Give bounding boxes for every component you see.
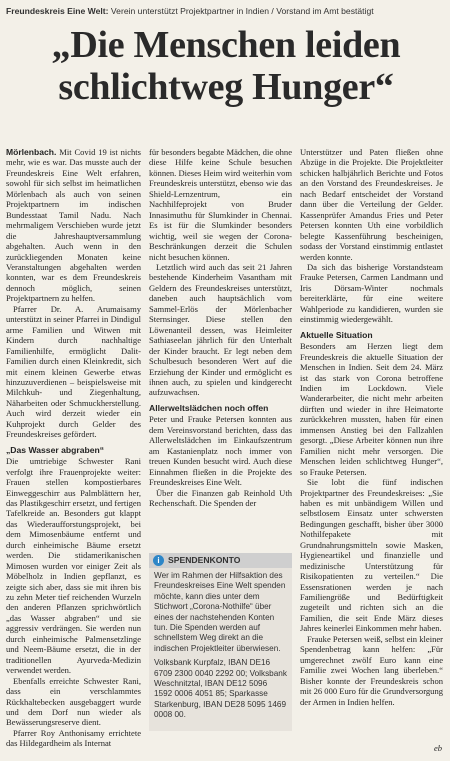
paragraph: Frauke Petersen weiß, selbst ein kleiner Spendenbetrag kann helfen: „Für umgerechnet zwölf Euro kann eine Familie zwei Wochen lang überleben.“ Bisher konnte der Freundeskreis schon mit 26 000 Euro für die Grundversorgung der Armen in Indien helfen. [300,633,443,707]
donation-box-header [149,553,292,568]
paragraph: Über die Finanzen gab Reinhold Uth Rechenschaft. Die Spenden der [149,487,292,508]
donation-info-box [149,553,292,731]
paragraph: Pfarrer Dr. A. Arumaisamy unterstützt in seiner Pfarrei in Dindigul arme Familien und Witwen mit Kindern durch nachhaltige Familienhilfe, ermöglicht Dalit-Familien durch einen Kleinkredit, sich mit einem kleinen Gewerbe etwas hinzuzuverdienen – beispielsweise mit Milchkuh- und Ziegenhaltung, Näharbeiten oder Schmuckherstellung. Auch wird derzeit wieder ein Kuhprojekt durch Gelder des Freundeskreises gefördert. [6,303,141,440]
paragraph [6,147,141,304]
article-column-1 [6,147,141,749]
subheading: Aktuelle Situation [300,329,373,340]
article-column-2 [149,147,292,508]
subheading: „Das Wasser abgraben“ [6,444,105,455]
subheading: Allerweltslädchen noch offen [149,402,269,413]
kicker-text: Verein unterstützt Projektpartner in Indien / Vorstand im Amt bestätigt [108,6,374,16]
donation-box-accounts: Volksbank Kurpfalz, IBAN DE16 6709 2300 0040 2292 00; Volksbank Weschnitztal, IBAN DE12 5096 1592 0006 4051 85; Sparkasse Starkenburg, IBAN DE28 5095 1469 0008 00. [154,658,287,720]
paragraph: Die umtriebige Schwester Rani verfolgt ihre Frauenprojekte weiter: Frauen stellen kompostierbares Einweggeschirr aus Palmblättern her, das Plastikgeschirr ersetzt, und fertigen Tafelkreide an. Besonders gut klappt das Wiederaufforstungsprojekt, bei dem Mimosenbäume entfernt und durch einheimische Bäume ersetzt werden. Die stidamerikanischen Mimosen wurden vor einiger Zeit als Möbelholz in Indien gepflanzt, es zeigte sich aber, dass sie mit ihren bis zu zehn Meter tief reichenden Wurzeln den anderen Pflanzen sprichwörtlich „das Wasser abgraben“ und sie aggressiv verdrängen. Sie werden nun durch einheimische Palmensetzlinge und Neem-Bäume ersetzt, die in der traditionellen Ayurveda-Medizin verwendet werden. [6,456,141,676]
paragraph: Pfarrer Roy Anthonisamy errichtete das Hildegardheim als Internat [6,727,141,749]
paragraph: Da sich das bisherige Vorstandsteam Frauke Petersen, Carmen Landmann und Iris Dörsam-Winter nochmals bereiterklärte, für eine weitere Wahlperiode zu kandidieren, wurden sie einstimmig wiedergewählt. [300,261,443,325]
kicker-line [6,6,446,16]
paragraph: Besonders am Herzen liegt dem Freundeskreis die aktuelle Situation der Menschen in Indien. Seit dem 24. März ist das stark von Corona betroffene Indien im Lockdown. Viele Wanderarbeiter, die nicht mehr arbeiten dürften und wieder in ihre Heimatorte zurückkehren mussten, haben für einen immensen Anstieg bei den Fallzahlen gesorgt. „Diese Arbeiter können nun ihre Familien nicht mehr versorgen. Die Menschen leiden schlichtweg Hunger“, so Frauke Petersen. [300,341,443,477]
author-signature: eb [433,743,442,753]
info-icon: i [153,555,164,566]
paragraph-text: Mit Covid 19 ist nichts mehr, wie es war. Das musste auch der Freundeskreis Eine Welt erfahren, sowohl für sich selbst im heimatlichen Mörlenbach als auch von seinen Projektpartnern im indischen Bundesstaat Tamil Nadu. Nach mehrmaligem Verschieben wurde jetzt die Jahreshauptversammlung abgehalten. Auch wenn in den zurückliegenden Monaten keine Veranstaltungen abgehalten werden konnten, war es dem Freundeskreis dennoch möglich, seinen Projektpartnern zu helfen. [6,147,141,304]
headline: „Die Menschen leiden schlichtweg Hunger“ [51,24,401,108]
kicker-section: Freundeskreis Eine Welt: [6,6,109,16]
paragraph: Letztlich wird auch das seit 21 Jahren bestehende Kinderheim Vasantham mit Geldern des Freundeskreises unterstützt, daneben auch hauptsächlich vom Sammel-Erlös der Mörlenbacher Sternsinger. Diese stellen den Löwenanteil dessen, was Heimleiter Sathiaseelan jährlich für den Unterhalt der Kinder braucht. Er legt neben dem Schulbesuch besonderen Wert auf die Erziehung der Kinder und ermöglicht es ihnen auch, zu spielen und kindgerecht aufzuwachsen. [149,261,292,398]
dateline: Mörlenbach. [6,147,57,157]
paragraph: Unterstützer und Paten fließen ohne Abzüge in die Projekte. Die Projektleiter schicken halbjährlich Berichte und Fotos an den Vorstand des Freundeskreises. Je nach Bedarf entscheidet der Vorstand dann über die Verteilung der Gelder. Kassenprüfer Amandus Fries und Peter Petersen konnten Uth eine vorbildlich belegte Kassenführung bescheinigen, sodass der Vorstand einstimmig entlastet werden konnte. [300,147,443,262]
paragraph: Peter und Frauke Petersen konnten aus dem Vereinsvorstand berichten, dass das Allerweltslädchen im Einkaufszentrum am Kastanienplatz noch immer von treuen Kunden besucht wird. Auch diese Einnahmen fließen in die Projekte des Freundeskreises Eine Welt. [149,414,292,488]
paragraph: Ebenfalls erreichte Schwester Rani, dass ein verschlammtes Rückhaltebecken ausgebaggert wurde und dem Dorf nun wieder als Bewässerungsreserve dient. [6,675,141,728]
donation-box-body [149,568,292,728]
donation-box-title: SPENDENKONTO [168,555,241,566]
article-column-3 [300,147,443,707]
paragraph: Sie lobt die fünf indischen Projektpartner des Freundeskreises: „Sie haben es mit unbändigem Willen und selbstlosem Einsatz unter schwersten Bedingungen geschafft, bisher über 3000 Nothilfepakete mit Grundnahrungsmitteln sowie Masken, Hygieneartikel und finanzielle und medizinische Unterstützung für Risikopatienten zu verteilen.“ Die Essensrationen werden je nach Familiengröße und Bedürftigkeit zugeteilt und richten sich an die Familien, die seit Ende März dieses Jahres keinerlei Einkommen mehr haben. [300,477,443,634]
paragraph: für besonders begabte Mädchen, die ohne diese Hilfe keine Schule besuchen können. Dieses Heim wird weiterhin vom Freundeskreis unterstützt, ebenso wie das Shield-Lernzentrum, ein Nachhilfeprojekt von Bruder Innasimuthu für Slumkinder in Chennai. Es ist für die Slumkinder besonders wichtig, weil sie wegen der Corona-Beschränkungen derzeit die Schulen nicht besuchen können. [149,147,292,262]
donation-box-intro: Wer im Rahmen der Hilfsaktion des Freundeskreises Eine Welt spenden möchte, kann dies unter dem Stichwort „Corona-Nothilfe“ über eines der nachstehenden Konten tun. Die Spenden werden auf schnellstem Weg direkt an die indischen Projektleiter überwiesen. [154,571,286,653]
